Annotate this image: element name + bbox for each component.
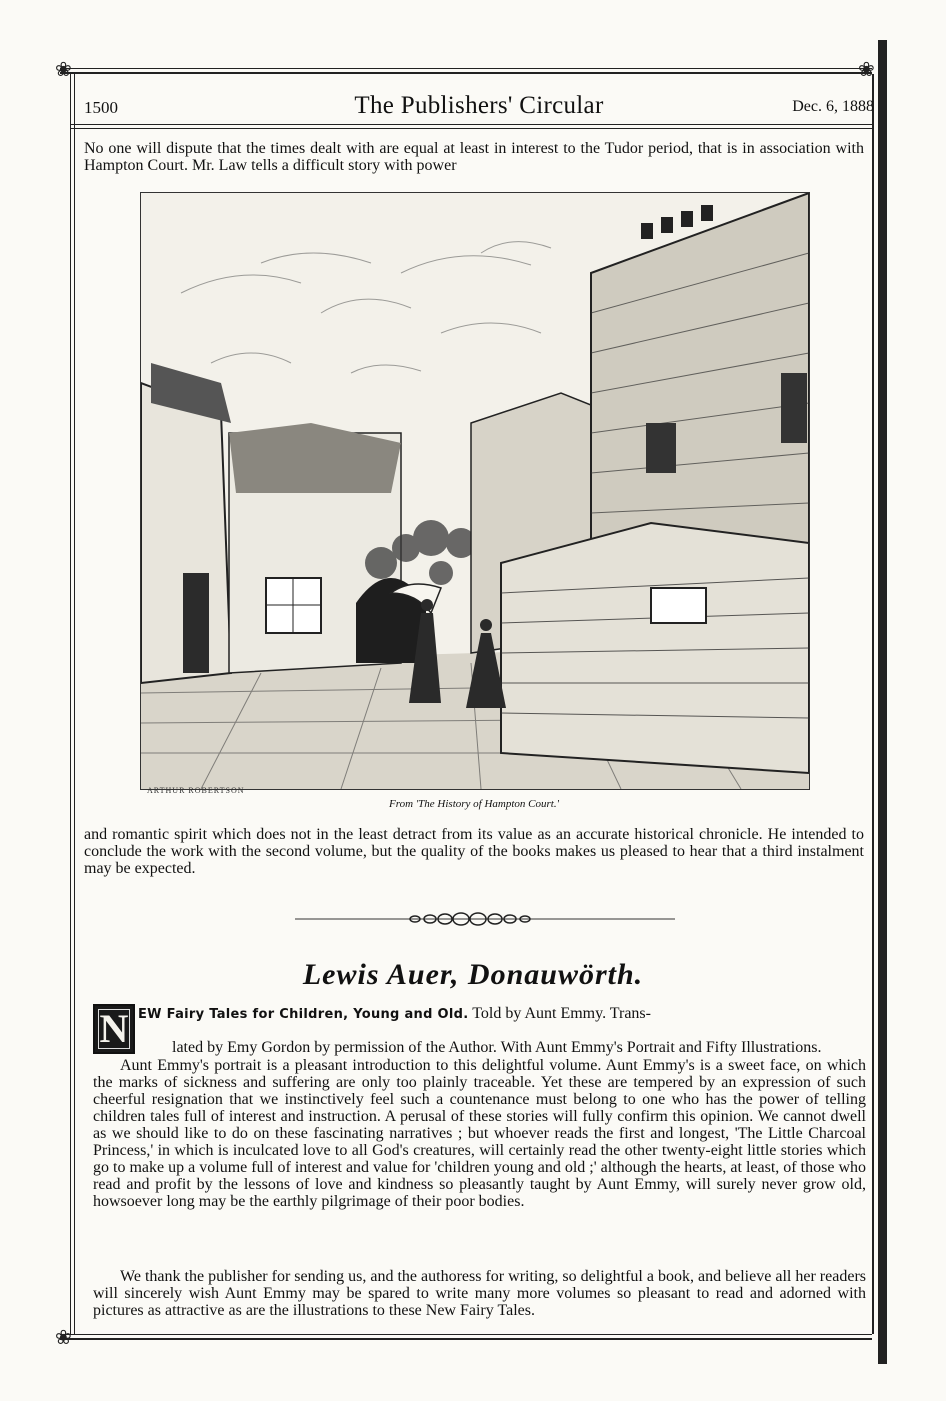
right-thick-edge [878, 40, 887, 1364]
bottom-border-rule [60, 1334, 872, 1335]
drop-cap: N [93, 1004, 135, 1054]
left-border-rule-inner [74, 74, 75, 1334]
section-heading: Lewis Auer, Donauwörth. [302, 958, 644, 991]
issue-date: Dec. 6, 1888 [792, 98, 874, 115]
bottom-border-rule-inner [60, 1338, 872, 1340]
artist-signature: ARTHUR ROBERTSON [147, 786, 245, 795]
left-border-rule [70, 74, 71, 1334]
engraving-illustration [141, 193, 809, 789]
paragraph-review: Aunt Emmy's portrait is a pleasant introduction to this delightful volume. Aunt Emmy's is a sweet face, on which the marks of sickness and suffering are only too plainly traceable. Yet these are tempered by an expression of such cheerful resignation that we instinctively feel such a countenance must belong to one who has the power of telling children tales full of interest and instruction. A perusal of these stories will fully confirm this opinion. We cannot dwell as we should like to do on these fascinating narratives ; but whoever reads the first and longest, 'The Little Charcoal Princess,' in which is inculcated love to all God's creatures, will certainly read the other twenty-eight little stories which go to make up a volume full of interest and value for 'children young and old ;' although the hearts, at least, of those who read and profit by the lessons of love and kindness so pleasantly taught by Aunt Emmy, will surely never grow old, howsoever long may be the earthly pilgrimage of their poor bodies. [93, 1057, 866, 1210]
ornamental-divider [295, 912, 675, 926]
corner-ornament-icon: ❀ [55, 1327, 72, 1349]
book-title: EW Fairy Tales for Children, Young and Old. [138, 1007, 469, 1022]
paragraph-intro: No one will dispute that the times dealt with are equal at least in interest to the Tudor period, that is in association with Hampton Court. Mr. Law tells a difficult story with power [84, 140, 864, 174]
book-credit-continuation: lated by Emy Gordon by permission of the Author. With Aunt Emmy's Portrait and Fifty Illustrations. [172, 1039, 822, 1056]
book-title-line [138, 1005, 866, 1023]
top-border-rule [60, 68, 872, 69]
corner-ornament-icon: ❀ [55, 59, 72, 81]
top-border-rule-inner [60, 72, 872, 74]
corner-ornament-icon: ❀ [858, 59, 875, 81]
book-credit: Told by Aunt Emmy. Trans- [472, 1005, 651, 1022]
page-number: 1500 [84, 98, 118, 117]
paragraph-continuation: and romantic spirit which does not in the least detract from its value as an accurate historical chronicle. He intended to conclude the work with the second volume, but the quality of the books makes us pleased to hear that a third instalment may be expected. [84, 826, 864, 877]
journal-title: The Publishers' Circular [354, 92, 604, 119]
running-header [84, 92, 874, 122]
header-underline-double [70, 128, 872, 129]
figure-caption: From 'The History of Hampton Court.' [389, 798, 559, 810]
paragraph-closing: We thank the publisher for sending us, and the authoress for writing, so delightful a book, and believe all her readers will sincerely wish Aunt Emmy may be spared to write many more volumes so pleasant to read and adorned with pictures as attractive as are the illustrations to these New Fairy Tales. [93, 1268, 866, 1319]
header-underline [70, 124, 872, 125]
right-border-rule [872, 74, 874, 1334]
hampton-court-engraving [140, 192, 810, 790]
